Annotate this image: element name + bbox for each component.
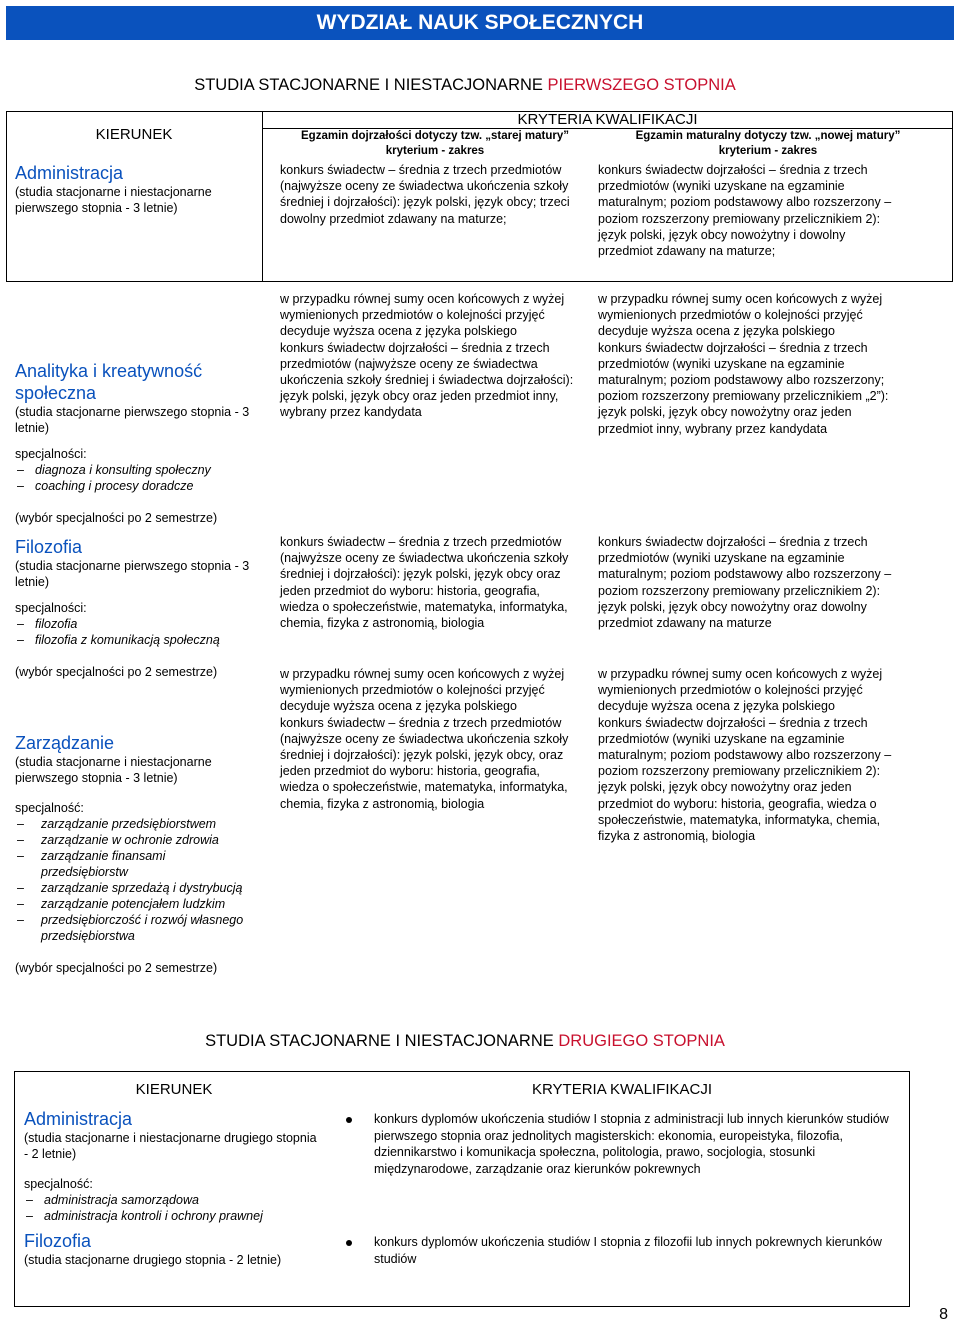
col-kierunek-header: KIERUNEK: [135, 1081, 213, 1098]
spec-choice-note: (wybór specjalności po 2 semestrze): [15, 511, 218, 525]
spec-item: – zarządzanie sprzedażą i dystrybucją: [15, 880, 255, 896]
row-filozofia-name: [15, 536, 255, 680]
spec-label: specjalności:: [15, 447, 87, 461]
old-matura-header: Egzamin dojrzałości dotyczy tzw. „starej matury”: [301, 130, 569, 142]
section2-title-red: DRUGIEGO STOPNIA: [558, 1032, 725, 1050]
spec-item: – zarządzanie przedsiębiorstwem: [15, 816, 255, 832]
desc-post: - 3 letnie): [15, 559, 250, 589]
spec-label: specjalność:: [15, 801, 84, 815]
new-kryterium-zakres: kryterium - zakres: [718, 145, 818, 157]
section2-title: [0, 1032, 930, 1051]
bullet-icon: [346, 1117, 352, 1123]
row-analityka-new-criteria: [598, 291, 900, 437]
spec-item: – coaching i procesy doradcze: [15, 478, 255, 494]
row-administracja-old-criteria: konkurs świadectw – średnia z trzech przedmiotów (najwyższe oceny ze świadectwa ukończenia szkoły średniej i dojrzałości): język polski, język obcy; trzeci dowolny przedmiot zdawany na maturze;: [280, 163, 570, 226]
spec-item: – zarządzanie potencjałem ludzkim: [15, 896, 255, 912]
row-filozofia-new-criteria: konkurs świadectw dojrzałości – średnia z trzech przedmiotów (wyniki uzyskane na egzaminie maturalnym; poziom podstawowy albo rozszerzony – poziom rozszerzony premiowany przelicznikiem 2): język polski, język obcy nowożytny oraz dowolny przedmiot zdawany na maturze: [598, 535, 892, 631]
kierunek-name: Filozofia: [24, 1231, 92, 1251]
desc-bold: pierwszego stopnia: [124, 559, 232, 573]
row-zarzadzanie-name: [15, 732, 255, 976]
row-administracja-new-criteria: konkurs świadectw dojrzałości – średnia z trzech przedmiotów (wyniki uzyskane na egzaminie maturalnym; poziom podstawowy albo rozszerzony – poziom rozszerzony premiowany przelicznikiem 2): język polski, język obcy nowożytny i dowolny przedmiot zdawany na maturze;: [598, 163, 892, 259]
col-kryteria-header: KRYTERIA KWALIFIKACJI: [531, 1081, 713, 1098]
section1-title-red: PIERWSZEGO STOPNIA: [547, 76, 736, 94]
table-divider: [262, 128, 953, 129]
s2-row-administracja-name: [24, 1108, 324, 1224]
s2-row-filozofia-name: [24, 1230, 324, 1268]
spec-choice-note: (wybór specjalności po 2 semestrze): [15, 961, 218, 975]
new-matura-header: Egzamin maturalny dotyczy tzw. „nowej matury”: [635, 130, 901, 142]
desc-pre: (studia stacjonarne: [24, 1253, 134, 1267]
spec-item: – przedsiębiorczość i rozwój własnego przedsiębiorstwa: [15, 912, 255, 944]
row-zarzadzanie-old-criteria: [280, 666, 580, 812]
spec-list: [15, 616, 255, 648]
kierunek-desc: (studia stacjonarne i niestacjonarne pierwszego stopnia - 3 letnie): [15, 185, 212, 215]
spec-label: specjalności:: [15, 601, 87, 615]
spec-list: [15, 462, 255, 494]
desc-pre: (studia stacjonarne: [15, 405, 125, 419]
section2-title-plain: STUDIA STACJONARNE I NIESTACJONARNE: [205, 1032, 559, 1050]
spec-item: – diagnoza i konsulting społeczny: [15, 462, 255, 478]
kierunek-desc: [15, 404, 255, 436]
criteria-text: konkurs świadectw – średnia z trzech przedmiotów (najwyższe oceny ze świadectwa ukończenia szkoły średniej i dojrzałości): język polski, język obcy, oraz jeden przedmiot do wyboru: historia, geografia, wiedza o społeczeństwie, matematyka, informatyka, chemia, fizyka z astronomią, biologia: [280, 715, 569, 811]
section1-title: [0, 76, 930, 95]
s2-row-administracja-criteria: konkurs dyplomów ukończenia studiów I stopnia z administracji lub innych kierunków studiów pierwszego stopnia oraz jednolitych magisterskich: ekonomia, europeistyka, filozofia, dziennikarstwo i komunikacja społeczna, politologia, prawo, socjologia, stosunki międzynarodowe, zarządzanie oraz kierunków pokrewnych: [374, 1112, 889, 1176]
tie-rule: w przypadku równej sumy ocen końcowych z wyżej wymienionych przedmiotów o kolejności przyjęć decyduje wyższa ocena z języka polskiego: [598, 292, 883, 339]
spec-list: [24, 1192, 324, 1224]
kierunek-name: Administracja: [15, 163, 124, 183]
spec-label: specjalność:: [24, 1177, 93, 1191]
spec-choice-note: (wybór specjalności po 2 semestrze): [15, 665, 218, 679]
old-kryterium-zakres: kryterium - zakres: [385, 145, 485, 157]
kierunek-desc: (studia stacjonarne i niestacjonarne: [15, 755, 212, 769]
criteria-text: konkurs świadectw dojrzałości – średnia z trzech przedmiotów (wyniki uzyskane na egzaminie maturalnym; poziom podstawowy albo rozszerzony – poziom rozszerzony premiowany przelicznikiem 2): język polski, język obcy nowożytny oraz jeden przedmiot do wyboru: historia, geografia, wiedza o społeczeństwie, matematyka, informatyka, chemia, fizyka z astronomią, biologia: [598, 715, 892, 844]
row-administracja-name: [15, 162, 255, 216]
kierunek-desc-bold: pierwszego stopnia - 3 letnie): [15, 771, 178, 785]
bullet-icon: [346, 1240, 352, 1246]
spec-item: – administracja kontroli i ochrony prawnej: [24, 1208, 324, 1224]
kierunek-name: Filozofia: [15, 537, 83, 557]
spec-item: – administracja samorządowa: [24, 1192, 324, 1208]
page-number: 8: [939, 1306, 948, 1323]
spec-item: – filozofia z komunikacją społeczną: [15, 632, 255, 648]
desc-post: - 2 letnie): [225, 1253, 282, 1267]
spec-item: – zarządzanie w ochronie zdrowia: [15, 832, 255, 848]
tie-rule: w przypadku równej sumy ocen końcowych z wyżej wymienionych przedmiotów o kolejności przyjęć decyduje wyższa ocena z języka polskiego: [280, 667, 565, 714]
row-analityka-name: [15, 360, 255, 526]
desc-bold: pierwszego stopnia: [124, 405, 232, 419]
spec-item: – filozofia: [15, 616, 255, 632]
tie-rule: w przypadku równej sumy ocen końcowych z wyżej wymienionych przedmiotów o kolejności przyjęć decyduje wyższa ocena z języka polskiego: [280, 292, 565, 339]
kierunek-desc: [24, 1252, 324, 1268]
kierunek-name: Administracja: [24, 1109, 133, 1129]
desc-bold: drugiego stopnia: [224, 1131, 317, 1145]
desc-post: - 2 letnie): [24, 1147, 77, 1161]
desc-bold: drugiego stopnia: [133, 1253, 226, 1267]
col-kryteria-header: KRYTERIA KWALIFIKACJI: [517, 111, 698, 128]
desc-pre: (studia stacjonarne: [15, 559, 125, 573]
kierunek-name: Zarządzanie: [15, 733, 115, 753]
desc-pre: (studia stacjonarne i niestacjonarne: [24, 1131, 225, 1145]
tie-rule: w przypadku równej sumy ocen końcowych z wyżej wymienionych przedmiotów o kolejności przyjęć decyduje wyższa ocena z języka polskiego: [598, 667, 883, 714]
kierunek-desc: [15, 558, 255, 590]
desc-post: - 3 letnie): [15, 405, 250, 435]
row-analityka-old-criteria: [280, 291, 580, 421]
criteria-text: konkurs świadectw dojrzałości – średnia z trzech przedmiotów (wyniki uzyskane na egzaminie maturalnym; poziom podstawowy albo rozszerzony; poziom rozszerzony premiowany przelicznikiem „2”): język polski, język obcy nowożytny oraz jeden przedmiot inny, wybrany przez kandydata: [598, 340, 889, 436]
criteria-text: konkurs świadectw dojrzałości – średnia z trzech przedmiotów (najwyższe oceny ze świadectwa ukończenia szkoły średniej i świadectwa dojrzałości): język polski, język obcy oraz jeden przedmiot inny, wybrany przez kandydata: [280, 340, 574, 420]
row-zarzadzanie-new-criteria: [598, 666, 900, 844]
kierunek-desc: [24, 1130, 324, 1162]
row-filozofia-old-criteria: konkurs świadectw – średnia z trzech przedmiotów (najwyższe oceny ze świadectwa ukończenia szkoły średniej i dojrzałości): język polski, język obcy oraz jeden przedmiot do wyboru: historia, geografia, wiedza o społeczeństwie, matematyka, informatyka, chemia, fizyka z astronomią, biologia: [280, 535, 569, 631]
spec-list: [15, 816, 255, 944]
kierunek-name: Analityka i kreatywność społeczna: [15, 361, 203, 403]
section1-title-plain: STUDIA STACJONARNE I NIESTACJONARNE: [194, 76, 548, 94]
spec-item: – zarządzanie finansami przedsiębiorstw: [15, 848, 255, 880]
s2-row-filozofia-criteria: konkurs dyplomów ukończenia studiów I stopnia z filozofii lub innych pokrewnych kierunków studiów: [374, 1235, 882, 1266]
faculty-banner: WYDZIAŁ NAUK SPOŁECZNYCH: [6, 6, 954, 40]
col-kierunek-header: KIERUNEK: [95, 126, 173, 143]
